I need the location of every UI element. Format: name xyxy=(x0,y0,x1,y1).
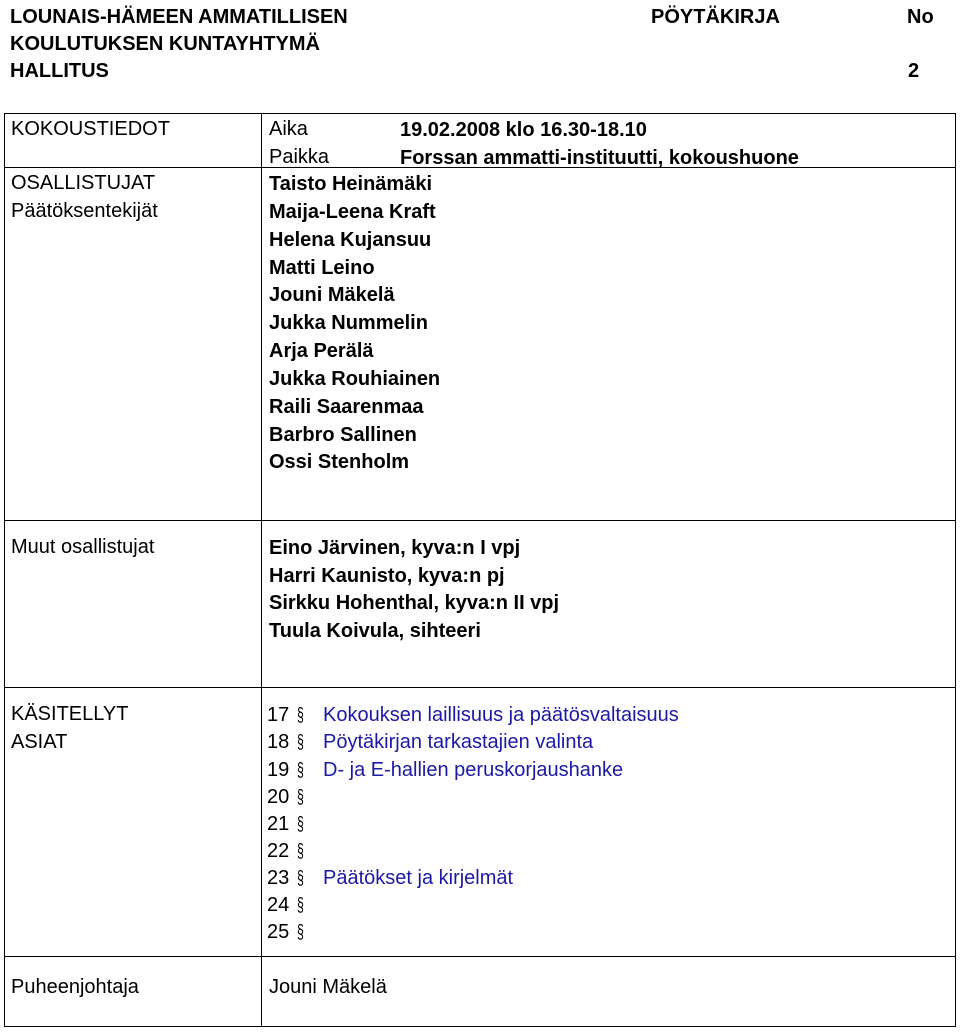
participant-name: Helena Kujansuu xyxy=(269,229,432,251)
column-divider xyxy=(261,114,262,1026)
other-participant: Eino Järvinen, kyva:n I vpj xyxy=(269,537,521,559)
item-number: 21 xyxy=(267,813,290,835)
section-sign: § xyxy=(297,895,304,916)
number-label: No xyxy=(907,6,934,28)
other-participant: Harri Kaunisto, kyva:n pj xyxy=(269,565,505,587)
agenda-item xyxy=(267,919,323,946)
board-name: HALLITUS xyxy=(10,60,109,82)
participants-label: OSALLISTUJAT xyxy=(11,172,156,194)
participant-name: Barbro Sallinen xyxy=(269,424,417,446)
row-divider xyxy=(5,687,955,688)
number-value: 2 xyxy=(908,60,920,82)
agenda-item[interactable] xyxy=(267,702,679,729)
agenda-label: KÄSITELLYT xyxy=(11,703,129,725)
chair-name: Jouni Mäkelä xyxy=(269,976,387,998)
item-number: 20 xyxy=(267,786,290,808)
minutes-table xyxy=(4,113,956,1027)
participant-name: Jukka Nummelin xyxy=(269,312,428,334)
org-name-line1: LOUNAIS-HÄMEEN AMMATILLISEN xyxy=(10,6,348,28)
chair-label: Puheenjohtaja xyxy=(11,976,139,998)
item-number: 22 xyxy=(267,840,290,862)
agenda-item xyxy=(267,784,323,811)
participant-name: Arja Perälä xyxy=(269,340,374,362)
item-title[interactable]: Pöytäkirjan tarkastajien valinta xyxy=(323,731,594,753)
agenda-item[interactable] xyxy=(267,729,593,756)
section-sign: § xyxy=(297,760,304,781)
agenda-item[interactable] xyxy=(267,757,623,784)
section-sign: § xyxy=(297,787,304,808)
participant-name: Ossi Stenholm xyxy=(269,451,410,473)
section-sign: § xyxy=(297,732,304,753)
section-sign: § xyxy=(297,841,304,862)
time-value: 19.02.2008 klo 16.30-18.10 xyxy=(400,119,647,141)
item-number: 18 xyxy=(267,731,290,753)
agenda-item xyxy=(267,811,323,838)
time-label: Aika xyxy=(269,118,308,140)
agenda-item xyxy=(267,838,323,865)
item-number: 23 xyxy=(267,867,290,889)
item-title[interactable]: Kokouksen laillisuus ja päätösvaltaisuus xyxy=(323,704,679,726)
participant-name: Jouni Mäkelä xyxy=(269,284,395,306)
place-value: Forssan ammatti-instituutti, kokoushuone xyxy=(400,147,799,169)
item-title[interactable]: Päätökset ja kirjelmät xyxy=(323,867,514,889)
other-participants-label: Muut osallistujat xyxy=(11,536,155,558)
place-label: Paikka xyxy=(269,146,330,168)
org-name-line2: KOULUTUKSEN KUNTAYHTYMÄ xyxy=(10,33,320,55)
participant-name: Jukka Rouhiainen xyxy=(269,368,441,390)
participant-name: Raili Saarenmaa xyxy=(269,396,424,418)
agenda-item xyxy=(267,892,323,919)
item-title[interactable]: D- ja E-hallien peruskorjaushanke xyxy=(323,759,624,781)
section-sign: § xyxy=(297,868,304,889)
section-sign: § xyxy=(297,922,304,943)
document-type: PÖYTÄKIRJA xyxy=(651,6,780,28)
section-sign: § xyxy=(297,814,304,835)
other-participant: Sirkku Hohenthal, kyva:n II vpj xyxy=(269,592,560,614)
participant-name: Matti Leino xyxy=(269,257,375,279)
item-number: 25 xyxy=(267,921,290,943)
agenda-label: ASIAT xyxy=(11,731,68,753)
participant-name: Maija-Leena Kraft xyxy=(269,201,436,223)
agenda-item[interactable] xyxy=(267,865,513,892)
row-divider xyxy=(5,520,955,521)
other-participant: Tuula Koivula, sihteeri xyxy=(269,620,481,642)
participant-name: Taisto Heinämäki xyxy=(269,173,433,195)
section-sign: § xyxy=(297,705,304,726)
row-divider xyxy=(5,956,955,957)
item-number: 19 xyxy=(267,759,290,781)
item-number: 17 xyxy=(267,704,290,726)
meeting-info-label: KOKOUSTIEDOT xyxy=(11,118,170,140)
decision-makers-label: Päätöksentekijät xyxy=(11,200,158,222)
item-number: 24 xyxy=(267,894,290,916)
